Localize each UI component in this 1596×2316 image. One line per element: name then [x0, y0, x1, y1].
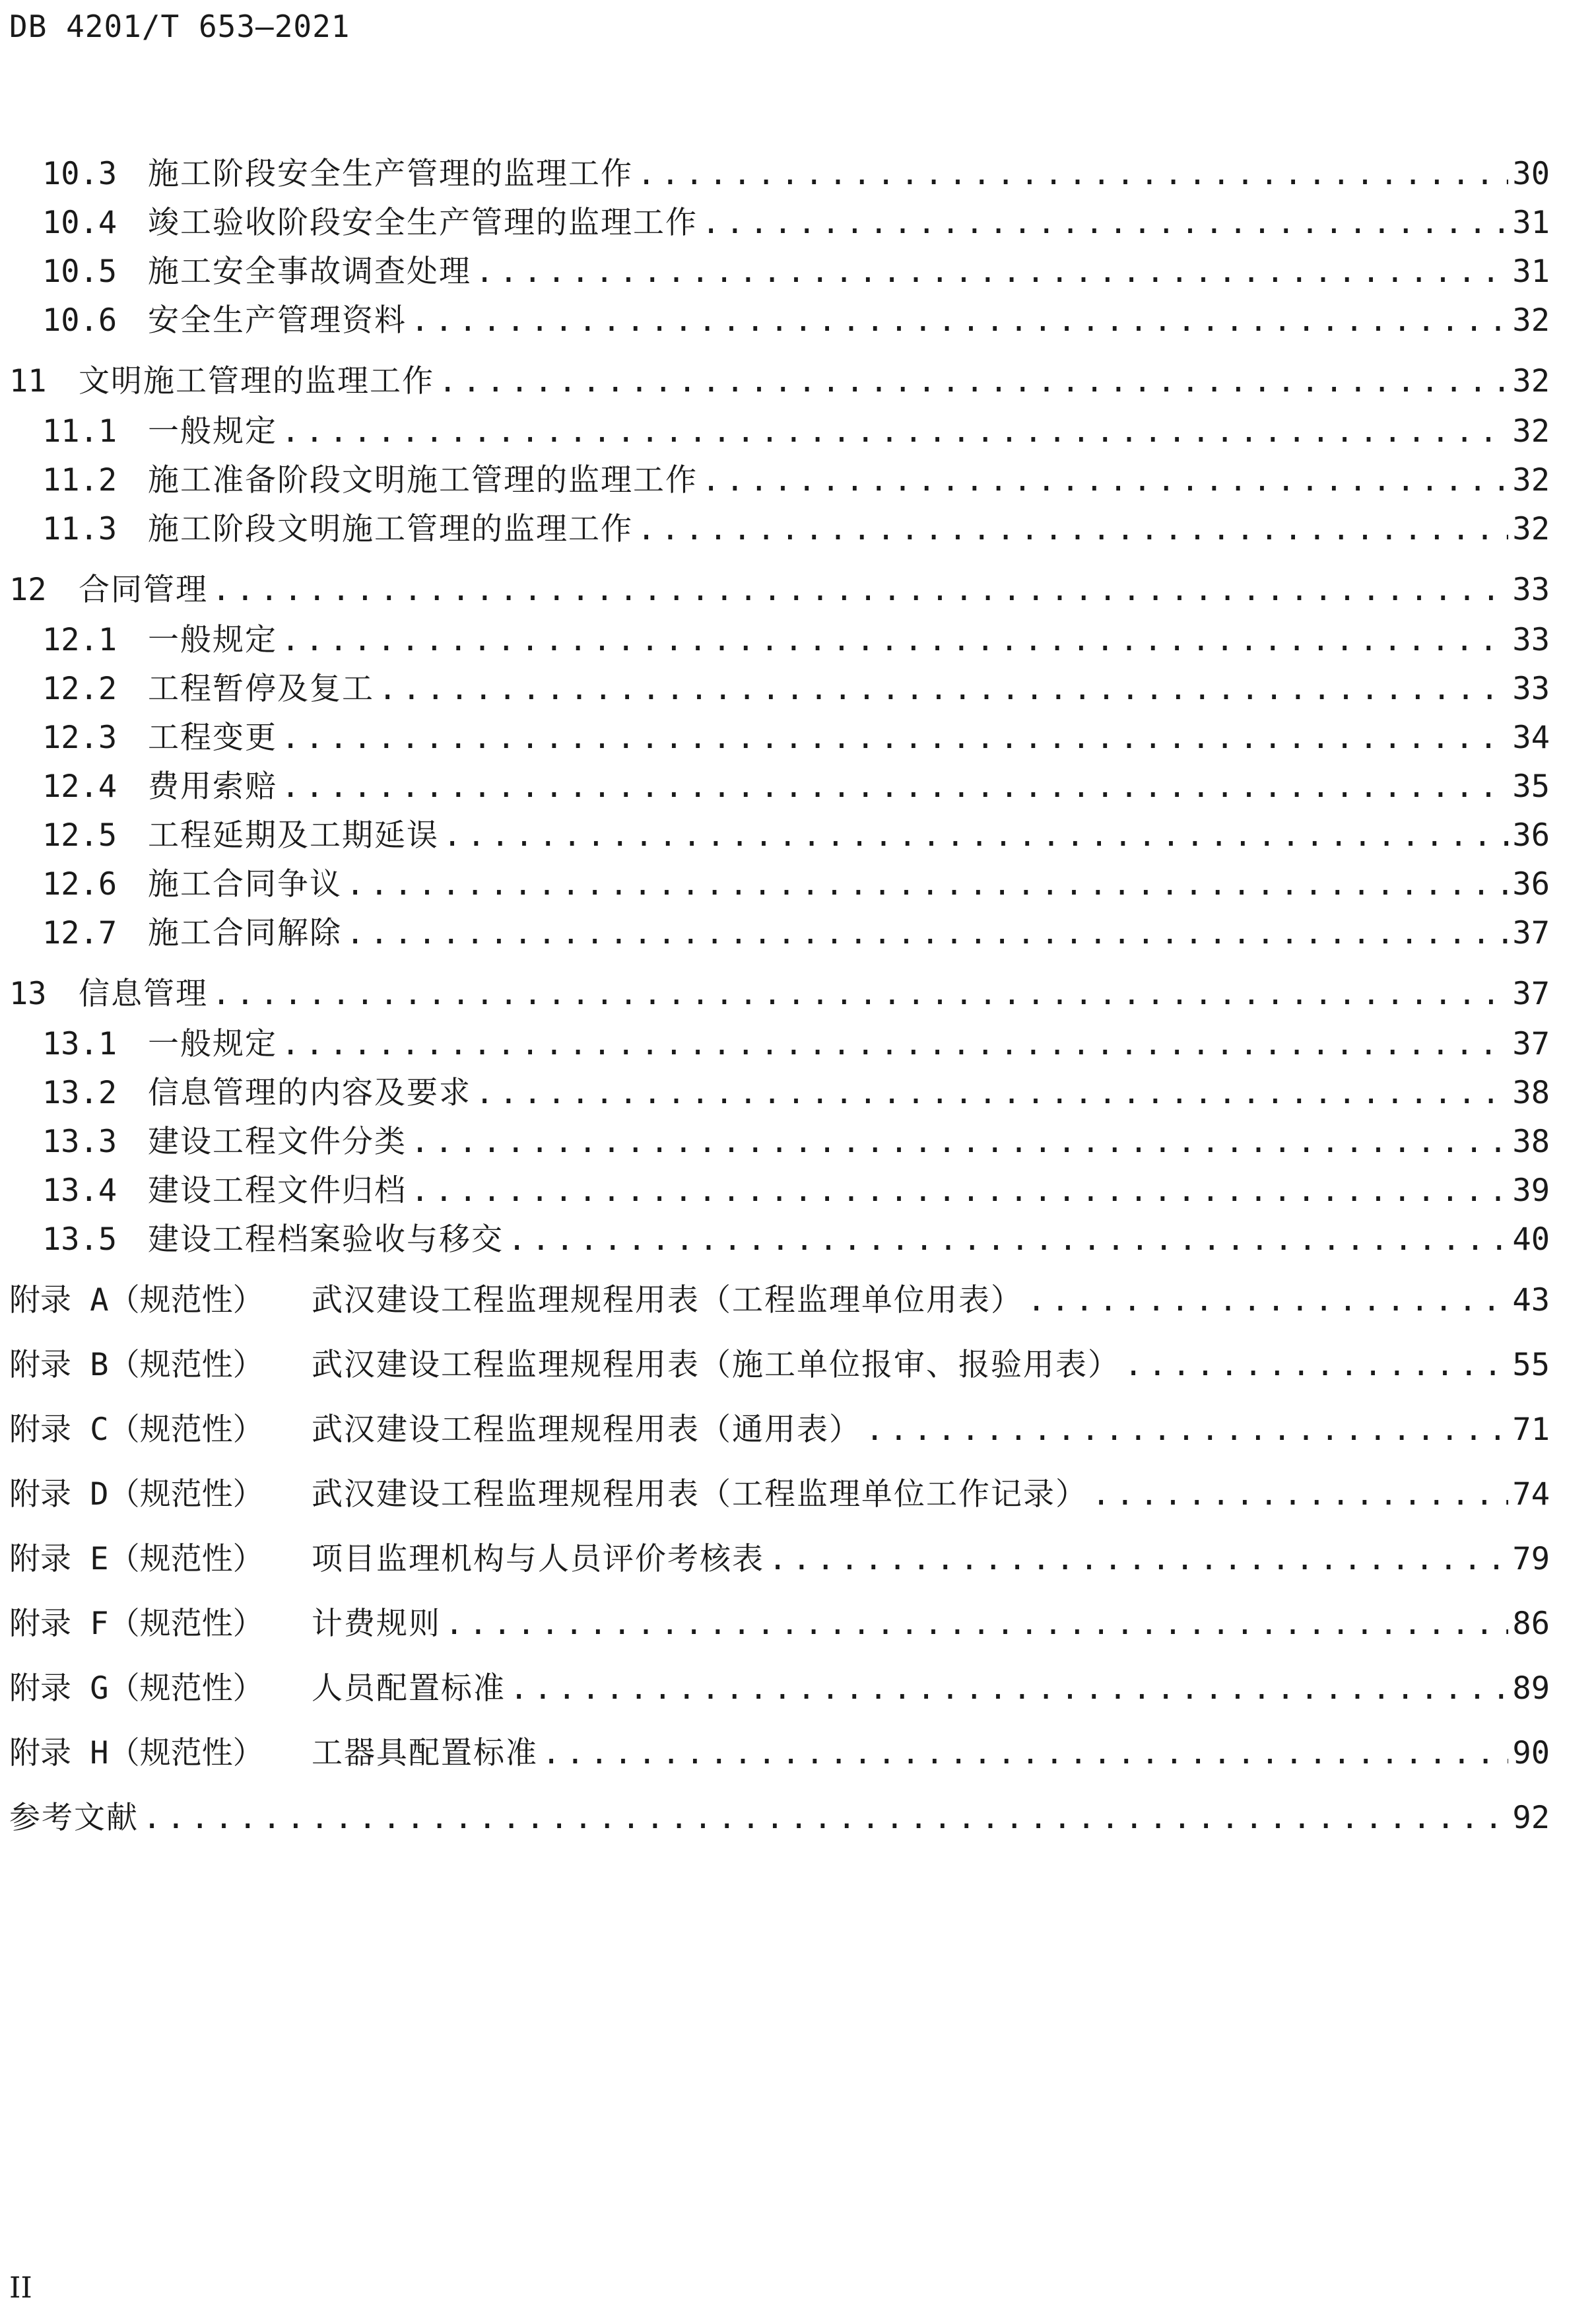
- toc-entry-number: 12.3: [42, 720, 117, 756]
- toc-entry-title: 建设工程档案验收与移交: [148, 1221, 504, 1258]
- toc-entry-page: 32: [1512, 302, 1550, 339]
- toc-entry-number: 附录 C（规范性）: [9, 1412, 264, 1448]
- toc-dot-leader: [702, 460, 1508, 502]
- toc-entry-title: 一般规定: [148, 1026, 277, 1062]
- toc-dot-leader: [212, 973, 1508, 1015]
- toc-entry-page: 32: [1512, 462, 1550, 498]
- toc-dot-leader: [438, 360, 1508, 403]
- toc-entry[interactable]: [42, 1023, 1550, 1066]
- toc-entry[interactable]: [42, 864, 1550, 906]
- toc-dot-leader: [143, 1797, 1508, 1839]
- toc-entry[interactable]: [42, 619, 1550, 662]
- toc-entry[interactable]: [42, 411, 1550, 453]
- toc-entry-number: 12: [9, 572, 47, 608]
- toc-dot-leader: [542, 1732, 1508, 1775]
- toc-entry-title: 安全生产管理资料: [148, 302, 407, 339]
- toc-entry-number: 附录 D（规范性）: [9, 1476, 264, 1513]
- toc-entry[interactable]: [9, 1538, 1550, 1581]
- toc-entry[interactable]: [42, 815, 1550, 857]
- toc-entry-page: 40: [1512, 1221, 1550, 1258]
- toc-entry-page: 38: [1512, 1075, 1550, 1111]
- toc-entry-title: 计费规则: [312, 1606, 441, 1642]
- toc-entry-page: 36: [1512, 817, 1550, 854]
- toc-entry-number: 12.1: [42, 622, 117, 658]
- toc-entry-title: 工程暂停及复工: [148, 671, 374, 707]
- toc-entry[interactable]: [42, 668, 1550, 710]
- toc-entry-page: 33: [1512, 671, 1550, 707]
- toc-entry-title: 信息管理的内容及要求: [148, 1075, 471, 1111]
- toc-entry-number: 10.5: [42, 254, 117, 290]
- toc-entry-page: 37: [1512, 1026, 1550, 1062]
- toc-entry-page: 34: [1512, 720, 1550, 756]
- toc-entry-title: 武汉建设工程监理规程用表（工程监理单位用表）: [312, 1282, 1023, 1318]
- toc-entry-number: 13.4: [42, 1173, 117, 1209]
- toc-entry-title: 工程变更: [148, 720, 277, 756]
- toc-entry[interactable]: [9, 1474, 1550, 1516]
- toc-entry-number: 11.3: [42, 511, 117, 547]
- toc-entry-number: 13.3: [42, 1124, 117, 1160]
- toc-entry-page: 79: [1512, 1541, 1550, 1577]
- toc-dot-leader: [443, 815, 1508, 857]
- toc-dot-leader: [1124, 1344, 1508, 1386]
- toc-entry-page: 71: [1512, 1412, 1550, 1448]
- toc-entry-number: 12.7: [42, 915, 117, 951]
- toc-entry-title: 合同管理: [79, 572, 208, 608]
- toc-entry-page: 90: [1512, 1735, 1550, 1771]
- toc-dot-leader: [346, 912, 1508, 955]
- toc-entry[interactable]: [42, 1219, 1550, 1261]
- toc-entry-title: 文明施工管理的监理工作: [79, 363, 434, 399]
- toc-entry-title: 项目监理机构与人员评价考核表: [312, 1541, 764, 1577]
- toc-entry-title: 竣工验收阶段安全生产管理的监理工作: [148, 205, 698, 241]
- toc-entry[interactable]: [42, 1170, 1550, 1212]
- toc-entry-page: 37: [1512, 915, 1550, 951]
- toc-dot-leader: [1027, 1279, 1508, 1322]
- toc-entry-title: 施工阶段文明施工管理的监理工作: [148, 511, 633, 547]
- toc-dot-leader: [281, 717, 1508, 759]
- toc-entry-page: 74: [1512, 1476, 1550, 1513]
- toc-dot-leader: [865, 1409, 1508, 1451]
- toc-dot-leader: [702, 202, 1508, 244]
- page-number: II: [9, 2271, 32, 2305]
- toc-entry-page: 33: [1512, 572, 1550, 608]
- toc-entry-number: 13.1: [42, 1026, 117, 1062]
- toc-entry[interactable]: [42, 460, 1550, 502]
- toc-dot-leader: [411, 300, 1508, 342]
- toc-entry[interactable]: [9, 1668, 1550, 1710]
- toc-entry-page: 43: [1512, 1282, 1550, 1318]
- toc-dot-leader: [378, 668, 1508, 710]
- toc-entry-number: 附录 F（规范性）: [9, 1606, 264, 1642]
- toc-entry-number: 10.4: [42, 205, 117, 241]
- toc-entry-page: 37: [1512, 976, 1550, 1012]
- toc-entry-page: 30: [1512, 156, 1550, 192]
- toc-entry-page: 32: [1512, 413, 1550, 450]
- toc-entry[interactable]: [42, 766, 1550, 808]
- toc-dot-leader: [637, 153, 1508, 195]
- toc-entry[interactable]: [42, 1121, 1550, 1163]
- toc-dot-leader: [212, 569, 1508, 611]
- toc-entry-title: 武汉建设工程监理规程用表（工程监理单位工作记录）: [312, 1476, 1088, 1513]
- toc-entry[interactable]: [42, 300, 1550, 342]
- toc-dot-leader: [346, 864, 1508, 906]
- toc-entry-title: 建设工程文件分类: [148, 1124, 407, 1160]
- toc-entry-title: 施工阶段安全生产管理的监理工作: [148, 156, 633, 192]
- toc-entry-number: 附录 H（规范性）: [9, 1735, 264, 1771]
- toc-entry-page: 55: [1512, 1347, 1550, 1383]
- toc-entry-title: 施工安全事故调查处理: [148, 254, 471, 290]
- toc-entry[interactable]: [42, 153, 1550, 195]
- toc-entry-title: 施工合同争议: [148, 866, 342, 903]
- toc-entry-page: 89: [1512, 1670, 1550, 1707]
- toc-entry[interactable]: [9, 1409, 1550, 1451]
- toc-entry-title: 工程延期及工期延误: [148, 817, 439, 854]
- toc-entry[interactable]: [9, 1344, 1550, 1386]
- toc-entry[interactable]: [9, 973, 1550, 1015]
- toc-entry-title: 工器具配置标准: [312, 1735, 538, 1771]
- toc-entry-page: 38: [1512, 1124, 1550, 1160]
- toc-entry-title: 人员配置标准: [312, 1670, 506, 1707]
- toc-entry-number: 12.6: [42, 866, 117, 903]
- toc-entry-page: 31: [1512, 205, 1550, 241]
- toc-dot-leader: [768, 1538, 1508, 1581]
- toc-entry-page: 35: [1512, 768, 1550, 805]
- toc-entry-title: 一般规定: [148, 622, 277, 658]
- toc-entry-number: 13: [9, 976, 47, 1012]
- toc-entry[interactable]: [42, 251, 1550, 293]
- toc-entry[interactable]: [42, 202, 1550, 244]
- toc-dot-leader: [411, 1170, 1508, 1212]
- toc-entry-number: 10.3: [42, 156, 117, 192]
- toc-dot-leader: [1092, 1474, 1508, 1516]
- toc-entry-number: 附录 A（规范性）: [9, 1282, 264, 1318]
- toc-entry-number: 10.6: [42, 302, 117, 339]
- toc-dot-leader: [281, 411, 1508, 453]
- toc-dot-leader: [475, 1072, 1508, 1114]
- toc-entry-page: 39: [1512, 1173, 1550, 1209]
- toc-dot-leader: [475, 251, 1508, 293]
- toc-entry-page: 86: [1512, 1606, 1550, 1642]
- toc-entry-title: 施工合同解除: [148, 915, 342, 951]
- toc-entry-page: 36: [1512, 866, 1550, 903]
- toc-entry-number: 附录 E（规范性）: [9, 1541, 264, 1577]
- toc-entry-title: 武汉建设工程监理规程用表（通用表）: [312, 1412, 861, 1448]
- toc-entry-title: 施工准备阶段文明施工管理的监理工作: [148, 462, 698, 498]
- toc-entry[interactable]: [9, 1279, 1550, 1322]
- toc-entry-title: 参考文献: [9, 1800, 139, 1836]
- toc-entry-number: 11: [9, 363, 47, 399]
- toc-entry-title: 费用索赔: [148, 768, 277, 805]
- toc-entry-page: 92: [1512, 1800, 1550, 1836]
- toc-entry-page: 31: [1512, 254, 1550, 290]
- toc-entry-page: 33: [1512, 622, 1550, 658]
- toc-dot-leader: [281, 1023, 1508, 1066]
- toc-entry-title: 建设工程文件归档: [148, 1173, 407, 1209]
- toc-entry-number: 11.2: [42, 462, 117, 498]
- toc-dot-leader: [281, 619, 1508, 662]
- toc-entry-number: 11.1: [42, 413, 117, 450]
- toc-entry-title: 武汉建设工程监理规程用表（施工单位报审、报验用表）: [312, 1347, 1120, 1383]
- toc-entry[interactable]: [42, 912, 1550, 955]
- toc-entry[interactable]: [42, 508, 1550, 551]
- toc-entry-number: 13.5: [42, 1221, 117, 1258]
- toc-dot-leader: [445, 1603, 1508, 1645]
- toc-entry-number: 13.2: [42, 1075, 117, 1111]
- toc-entry[interactable]: [42, 717, 1550, 759]
- toc-entry-title: 信息管理: [79, 976, 208, 1012]
- toc-entry-number: 12.2: [42, 671, 117, 707]
- toc-entry-number: 附录 B（规范性）: [9, 1347, 264, 1383]
- toc-entry[interactable]: [42, 1072, 1550, 1114]
- toc-entry[interactable]: [9, 1603, 1550, 1645]
- toc-entry[interactable]: [9, 1797, 1550, 1839]
- toc-entry[interactable]: [9, 360, 1550, 403]
- toc-entry[interactable]: [9, 1732, 1550, 1775]
- toc-dot-leader: [637, 508, 1508, 551]
- toc-dot-leader: [411, 1121, 1508, 1163]
- toc-entry-number: 12.4: [42, 768, 117, 805]
- toc-entry-title: 一般规定: [148, 413, 277, 450]
- toc-dot-leader: [281, 766, 1508, 808]
- toc-entry-page: 32: [1512, 363, 1550, 399]
- toc-entry-number: 12.5: [42, 817, 117, 854]
- document-code-header: DB 4201/T 653—2021: [9, 9, 350, 44]
- toc-entry-page: 32: [1512, 511, 1550, 547]
- toc-dot-leader: [508, 1219, 1508, 1261]
- toc-dot-leader: [510, 1668, 1508, 1710]
- toc-entry-number: 附录 G（规范性）: [9, 1670, 264, 1707]
- toc-entry[interactable]: [9, 569, 1550, 611]
